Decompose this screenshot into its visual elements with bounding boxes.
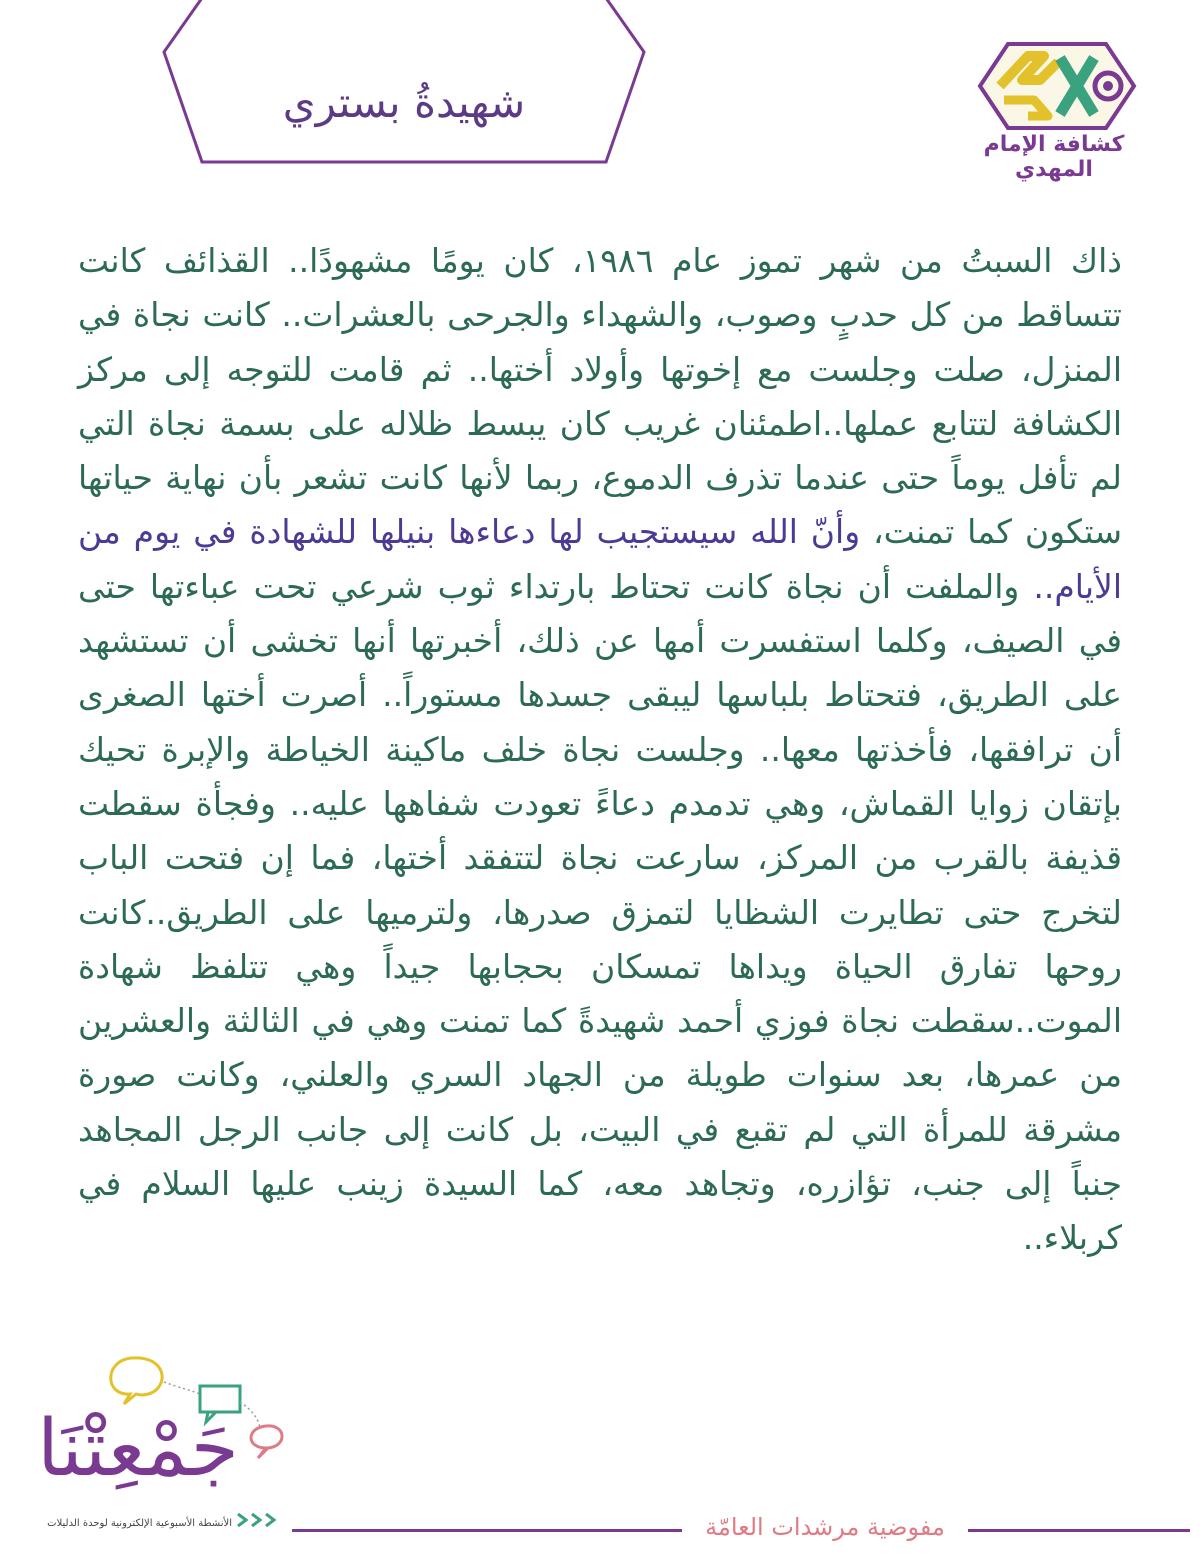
footer-divider-right xyxy=(968,1529,1190,1532)
article-text-highlight: وأنّ الله سيستجيب لها دعاءها بنيلها للشهادة في يوم من الأيام.. xyxy=(78,512,1122,606)
footer-label: مفوضية مرشدات العامّة xyxy=(705,1513,945,1541)
chevrons-icon xyxy=(234,1512,290,1528)
article-body xyxy=(78,234,1122,1266)
footer-divider-left xyxy=(292,1529,682,1532)
brand-word: جَمْعِتْنَا xyxy=(37,1404,239,1494)
jamaatna-brand-logo xyxy=(20,1352,320,1552)
logo-name: كشافة الإمام المهدي xyxy=(983,132,1125,182)
page-title: شهيدةُ بستري xyxy=(282,78,526,127)
scouts-logo xyxy=(948,40,1160,182)
brand-tagline: الأنشطة الأسبوعية الإلكترونية لوحدة الدليلات xyxy=(47,1518,232,1529)
article-text-after: والملفت أن نجاة كانت تحتاط بارتداء ثوب شرعي تحت عباءتها حتى في الصيف، وكلما استفسرت أمها عن ذلك، أخبرتها أنها تخشى أن تستشهد على الطريق، فتحتاط بلباسها ليبقى جسدها مستوراً.. أصرت أختها الصغرى أن ترافقها، فأخذتها معها.. وجلست نجاة خلف ماكينة الخياطة والإبرة تحيك بإتقان زوايا القماش، وهي تدمدم دعاءً تعودت شفاهها عليه.. وفجأة سقطت قذيفة بالقرب من المركز، سارعت نجاة لتتفقد أختها، فما إن فتحت الباب لتخرج حتى تطايرت الشظايا لتمزق صدرها، ولترميها على الطريق..كانت روحها تفارق الحياة ويداها تمسكان بحجابها جيداً وهي تتلفظ شهادة الموت..سقطت نجاة فوزي أحمد شهيدةً كما تمنت وهي في الثالثة والعشرين من عمرها، بعد سنوات طويلة من الجهاد السري والعلني، وكانت صورة مشرقة للمرأة التي لم تقبع في البيت، بل كانت إلى جانب الرجل المجاهد جنباً إلى جنب، تؤازره، وتجاهد معه، كما السيدة زينب عليها السلام في كربلاء.. xyxy=(78,566,1122,1258)
article-text-before: ذاك السبتُ من شهر تموز عام ١٩٨٦، كان يومًا مشهودًا.. القذائف كانت تتساقط من كل حدبٍ وصوب، والشهداء والجرحى بالعشرات.. كانت نجاة في المنزل، صلت وجلست مع إخوتها وأولاد أختها.. ثم قامت للتوجه إلى مركز الكشافة لتتابع عملها..اطمئنان غريب كان يبسط ظلاله على بسمة نجاة التي لم تأفل يوماً حتى عندما تذرف الدموع، ربما لأنها كانت تشعر بأن نهاية حياتها ستكون كما تمنت، xyxy=(78,241,1122,552)
scouts-emblem-icon xyxy=(948,40,1160,132)
title-frame xyxy=(162,0,646,166)
